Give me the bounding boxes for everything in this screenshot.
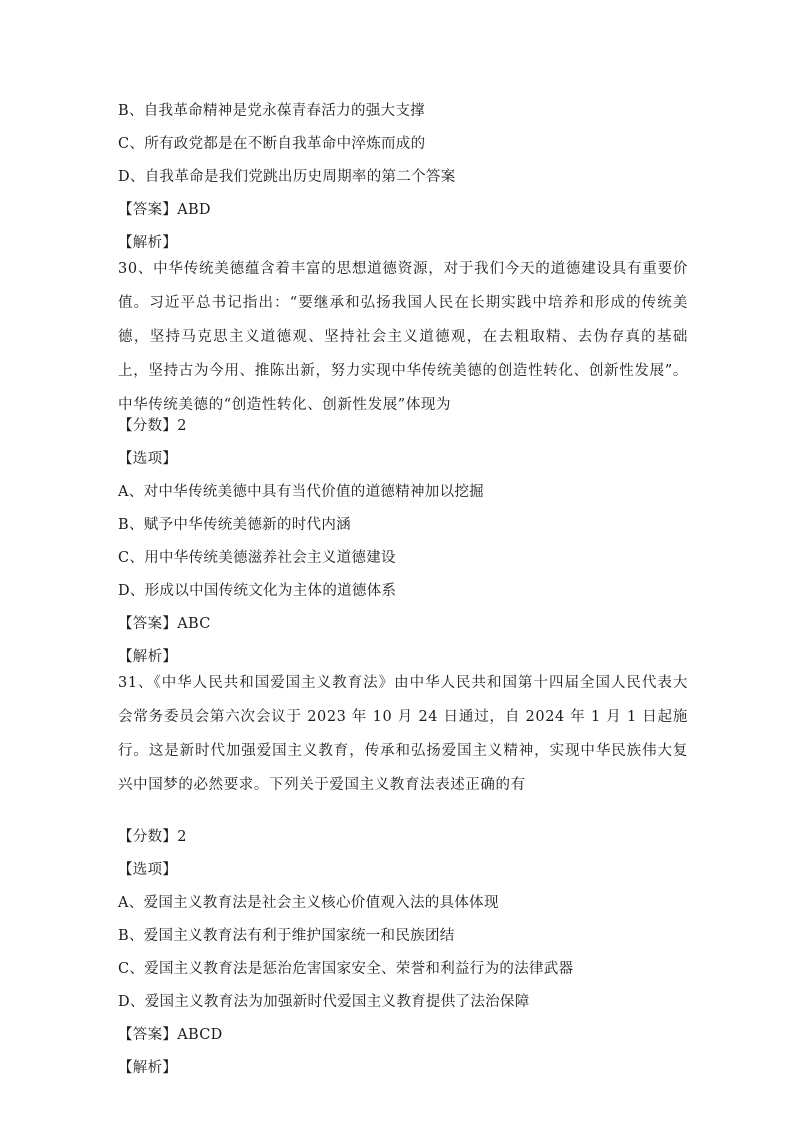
q31-options-label: 【选项】 <box>118 862 178 878</box>
q31-option-c: C、爱国主义教育法是惩治危害国家安全、荣誉和利益行为的法律武器 <box>118 961 574 977</box>
q31-option-a: A、爱国主义教育法是社会主义核心价值观入法的具体体现 <box>118 895 499 911</box>
q29-option-b: B、自我革命精神是党永葆青春活力的强大支撑 <box>118 103 425 119</box>
q31-analysis: 【解析】 <box>118 1060 178 1076</box>
q30-option-d: D、形成以中国传统文化为主体的道德体系 <box>118 583 397 599</box>
q31-option-d: D、爱国主义教育法为加强新时代爱国主义教育提供了法治保障 <box>118 994 530 1010</box>
q29-analysis: 【解析】 <box>118 235 178 251</box>
q29-option-c: C、所有政党都是在不断自我革命中淬炼而成的 <box>118 136 426 152</box>
q30-option-c: C、用中华传统美德滋养社会主义道德建设 <box>118 550 396 566</box>
q31-score: 【分数】2 <box>118 829 187 845</box>
q31-answer: 【答案】ABCD <box>118 1027 223 1043</box>
q30-score: 【分数】2 <box>118 418 187 434</box>
q30-stem: 30、中华传统美德蕴含着丰富的思想道德资源，对于我们今天的道德建设具有重要价值。习近平总书记指出：“要继承和弘扬我国人民在长期实践中培养和形成的传统美德，坚持马克思主义道德观、坚持社会主义道德观，在去粗取精、去伪存真的基础上，坚持古为今用、推陈出新，努力实现中华传统美德的创造性转化、创新性发展”。中华传统美德的“创造性转化、创新性发展”体现为 <box>118 261 688 413</box>
q30-option-b: B、赋予中华传统美德新的时代内涵 <box>118 517 351 533</box>
q30-analysis: 【解析】 <box>118 649 178 665</box>
q31-option-b: B、爱国主义教育法有利于维护国家统一和民族团结 <box>118 928 455 944</box>
q30-answer: 【答案】ABC <box>118 616 211 632</box>
q30-option-a: A、对中华传统美德中具有当代价值的道德精神加以挖掘 <box>118 484 484 500</box>
q31-stem: 31、《中华人民共和国爱国主义教育法》由中华人民共和国第十四届全国人民代表大会常务委员会第六次会议于 2023 年 10 月 24 日通过，自 2024 年 1 月 1 日起施行。这是新时代加强爱国主义教育，传承和弘扬爱国主义精神，实现中华民族伟大复兴中国梦的必然要求。下列关于爱国主义教育法表述正确的有 <box>118 675 688 793</box>
q29-option-d: D、自我革命是我们党跳出历史周期率的第二个答案 <box>118 169 456 185</box>
q30-options-label: 【选项】 <box>118 451 178 467</box>
q29-answer: 【答案】ABD <box>118 202 211 218</box>
